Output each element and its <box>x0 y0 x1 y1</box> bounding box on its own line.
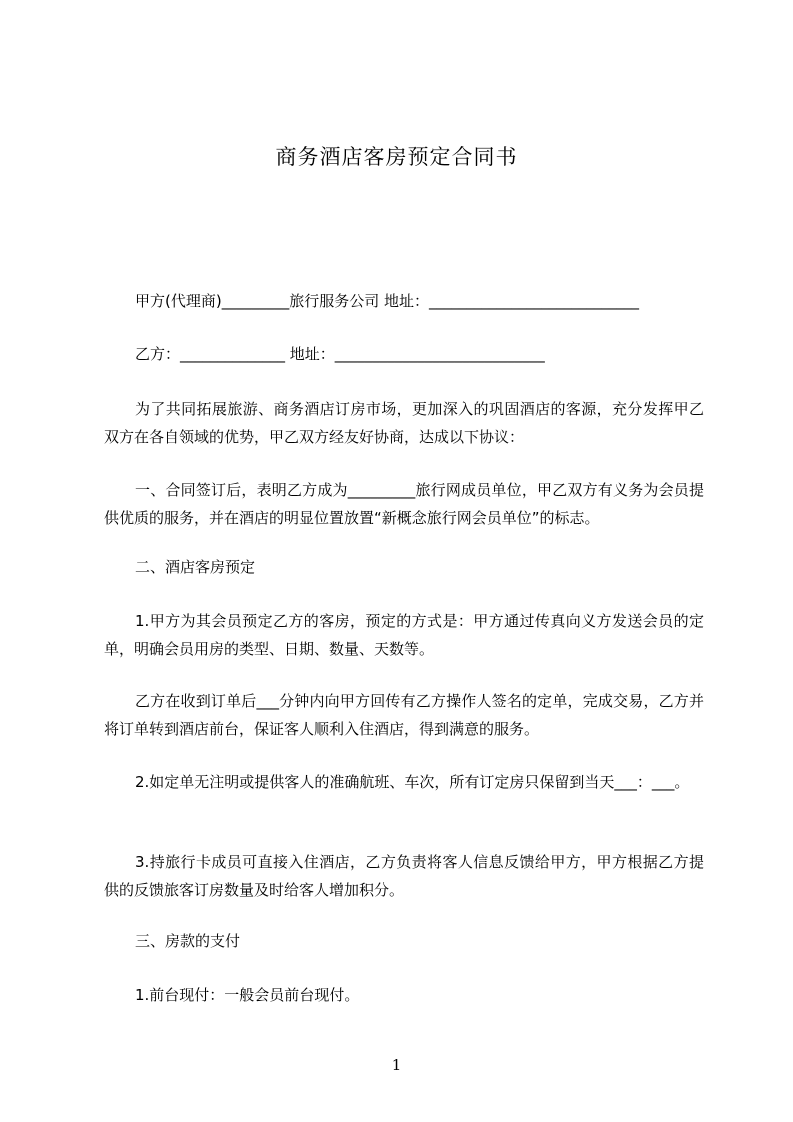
item-2-1-continuation: 乙方在收到订单后___分钟内向甲方回传有乙方操作人签名的定单，完成交易，乙方并将订单转到酒店前台，保证客人顺利入住酒店，得到满意的服务。 <box>104 692 704 738</box>
party-a-line: 甲方(代理商)_________旅行服务公司 地址：____________________________ <box>135 292 639 310</box>
party-b-line: 乙方：______________ 地址：____________________________ <box>135 345 545 363</box>
item-2-2-paragraph: 2.如定单无注明或提供客人的准确航班、车次，所有订定房只保留到当天___：___。 <box>135 773 690 791</box>
section-2-heading: 二、酒店客房预定 <box>135 558 256 576</box>
clause-1-paragraph: 一、合同签订后，表明乙方成为_________旅行网成员单位，甲乙双方有义务为会员提供优质的服务，并在酒店的明显位置放置“新概念旅行网会员单位”的标志。 <box>104 481 704 527</box>
item-2-3-paragraph: 3.持旅行卡成员可直接入住酒店，乙方负责将客人信息反馈给甲方，甲方根据乙方提供的反馈旅客订房数量及时给客人增加积分。 <box>104 853 704 899</box>
intro-paragraph: 为了共同拓展旅游、商务酒店订房市场，更加深入的巩固酒店的客源，充分发挥甲乙双方在各自领域的优势，甲乙双方经友好协商，达成以下协议： <box>104 400 704 446</box>
section-3-heading: 三、房款的支付 <box>135 932 241 950</box>
item-3-1-paragraph: 1.前台现付：一般会员前台现付。 <box>135 986 360 1004</box>
document-title: 商务酒店客房预定合同书 <box>275 145 518 169</box>
page-number: 1 <box>391 1056 402 1074</box>
item-2-1-paragraph: 1.甲方为其会员预定乙方的客房，预定的方式是：甲方通过传真向义方发送会员的定单，明确会员用房的类型、日期、数量、天数等。 <box>104 612 704 658</box>
